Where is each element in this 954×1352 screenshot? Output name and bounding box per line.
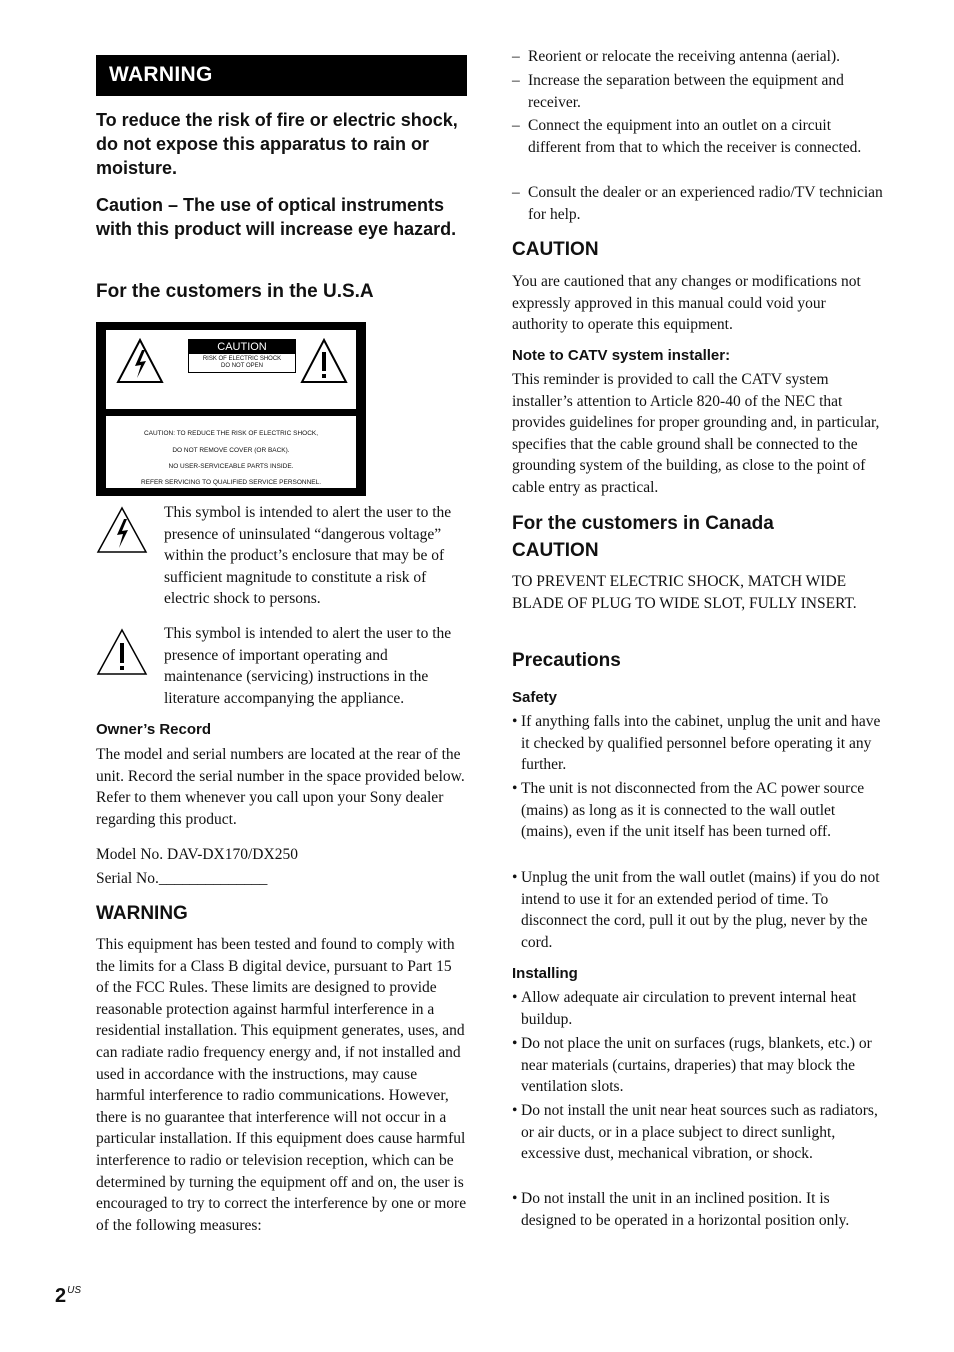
owners-record-body xyxy=(96,744,468,830)
canada-heading: For the customers in Canada xyxy=(512,513,774,534)
lightning-warning-icon xyxy=(116,338,164,384)
label-line-2: DO NOT REMOVE COVER (OR BACK). xyxy=(172,447,290,454)
caution-body xyxy=(512,271,884,336)
label-sub-2: DO NOT OPEN xyxy=(221,363,263,369)
caution-label-top xyxy=(106,330,356,409)
page-number-suffix: US xyxy=(67,1285,82,1296)
installing-text: Allow adequate air circulation to prevent internal heat buildup. xyxy=(521,989,857,1028)
measure-item xyxy=(512,70,884,113)
fcc-warning-text: This equipment has been tested and found to comply with the limits for a Class B digital device, pursuant to Part 15 of the FCC Rules. These limits are designed to provide reasonable protection against harmful interference in a residential installation. This equipment generates, uses, and can radiate radio frequency energy and, if not installed and used in accordance with the instructions, may cause harmful interference to radio communications. However, there is no guarantee that interference will not occur in a particular installation. If this equipment does cause harmful interference to radio or television reception, which can be determined by turning the equipment off and on, the user is encouraged to try to correct the interference by one or more of the following measures: xyxy=(96,936,467,1234)
model-number-block xyxy=(96,844,468,866)
measure-text: Consult the dealer or an experienced radio/TV technician for help. xyxy=(528,184,883,223)
canada-caution-heading: CAUTION xyxy=(512,540,599,561)
owners-record-text: The model and serial numbers are located at the rear of the unit. Record the serial number in the space provided below. Refer to them whenever you call upon your Sony dealer regarding this product. xyxy=(96,746,465,828)
symbol1-description xyxy=(96,502,468,610)
measure-item xyxy=(512,182,884,225)
exclamation-warning-icon xyxy=(300,338,348,384)
dash-marker: – xyxy=(512,48,520,65)
model-number: Model No. DAV-DX170/DX250 xyxy=(96,846,298,863)
bullet-marker: • xyxy=(512,989,518,1006)
installing-item xyxy=(512,987,884,1030)
warning-heading: WARNING xyxy=(96,903,188,924)
measure-text: Increase the separation between the equipment and receiver. xyxy=(528,72,844,111)
measure-text: Reorient or relocate the receiving antenna (aerial). xyxy=(528,48,840,65)
symbol2-text: This symbol is intended to alert the user to the presence of important operating and maintenance (servicing) instructions in the literature accompanying the appliance. xyxy=(164,625,452,707)
canada-body xyxy=(512,571,884,614)
symbol2-description xyxy=(96,623,468,709)
label-caution-box xyxy=(188,339,296,373)
fcc-warning-body xyxy=(96,934,468,1236)
safety-item xyxy=(512,711,884,776)
page-number xyxy=(55,1285,81,1308)
label-caution-sub xyxy=(189,356,295,370)
label-line-1: CAUTION: TO REDUCE THE RISK OF ELECTRIC SHOCK, xyxy=(143,430,319,437)
page-number-value: 2 xyxy=(55,1285,67,1307)
caution-text: You are cautioned that any changes or modifications not expressly approved in this manual could void your authority to operate this equipment. xyxy=(512,273,861,334)
caution-heading: CAUTION xyxy=(512,239,599,260)
bullet-marker: • xyxy=(512,713,518,730)
safety-text: If anything falls into the cabinet, unplug the unit and have it checked by qualified personnel before operating it any further. xyxy=(521,713,881,774)
safety-item xyxy=(512,778,884,843)
dash-marker: – xyxy=(512,184,520,201)
canada-text: TO PREVENT ELECTRIC SHOCK, MATCH WIDE BLADE OF PLUG TO WIDE SLOT, FULLY INSERT. xyxy=(512,573,857,612)
caution-label xyxy=(96,322,366,496)
safety-text: The unit is not disconnected from the AC power source (mains) as long as it is connected to the wall outlet (mains), even if the unit itself has been turned off. xyxy=(521,780,865,841)
label-line-3: NO USER-SERVICEABLE PARTS INSIDE. xyxy=(168,463,294,470)
caution-label-text xyxy=(106,416,356,488)
catv-body xyxy=(512,369,884,499)
installing-text: Do not place the unit on surfaces (rugs, blankets, etc.) or near materials (curtains, draperies) that may block the ventilation slots. xyxy=(521,1035,872,1096)
bullet-marker: • xyxy=(512,1102,518,1119)
serial-number-block xyxy=(96,868,468,890)
safety-text: Unplug the unit from the wall outlet (mains) if you do not intend to use it for an extended period of time. To disconnect the cord, pull it out by the plug, never by the cord. xyxy=(521,869,880,951)
installing-text: Do not install the unit in an inclined position. It is designed to be operated in a horizontal position only. xyxy=(521,1190,850,1229)
installing-item xyxy=(512,1100,884,1165)
safety-item xyxy=(512,867,884,953)
optical-caution: Caution – The use of optical instruments with this product will increase eye hazard. xyxy=(96,195,457,239)
installing-item xyxy=(512,1188,884,1231)
serial-number: Serial No.______________ xyxy=(96,870,268,887)
installing-text: Do not install the unit near heat sources such as radiators, or air ducts, or in a place subject to direct sunlight, excessive dust, mechanical vibration, or shock. xyxy=(521,1102,878,1163)
bullet-marker: • xyxy=(512,869,518,886)
warning-banner xyxy=(96,55,467,96)
measure-text: Connect the equipment into an outlet on a circuit different from that to which the receiver is connected. xyxy=(528,117,862,156)
bullet-marker: • xyxy=(512,1190,518,1207)
warning-banner-title: WARNING xyxy=(109,63,213,86)
precautions-heading: Precautions xyxy=(512,650,621,671)
installing-heading: Installing xyxy=(512,965,578,982)
fire-warning: To reduce the risk of fire or electric shock, do not expose this apparatus to rain or moisture. xyxy=(96,110,458,178)
label-line-4: REFER SERVICING TO QUALIFIED SERVICE PERSONNEL. xyxy=(140,479,322,486)
bullet-marker: • xyxy=(512,780,518,797)
catv-heading: Note to CATV system installer: xyxy=(512,347,731,364)
measure-item xyxy=(512,46,884,68)
catv-text: This reminder is provided to call the CATV system installer’s attention to Article 820-40 of the NEC that provides guidelines for proper grounding and, in particular, specifies that the cable ground shall be connected to the grounding system of the building, as close to the point of cable entry as practical. xyxy=(512,371,880,496)
dash-marker: – xyxy=(512,117,520,134)
measure-item xyxy=(512,115,884,158)
owners-record-heading: Owner’s Record xyxy=(96,721,212,738)
bullet-marker: • xyxy=(512,1035,518,1052)
safety-heading: Safety xyxy=(512,689,558,706)
installing-item xyxy=(512,1033,884,1098)
symbol1-text: This symbol is intended to alert the user to the presence of uninsulated “dangerous voltage” within the product’s enclosure that may be of sufficient magnitude to constitute a risk of electric shock to persons. xyxy=(164,504,452,608)
dash-marker: – xyxy=(512,72,520,89)
usa-heading: For the customers in the U.S.A xyxy=(96,281,374,302)
label-caution-title: CAUTION xyxy=(189,340,295,354)
label-sub-1: RISK OF ELECTRIC SHOCK xyxy=(202,356,282,362)
